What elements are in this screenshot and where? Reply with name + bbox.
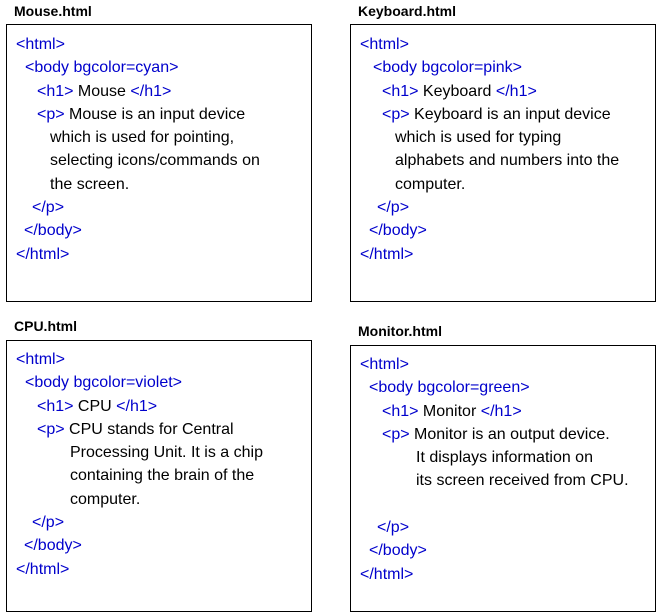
panel-title: Keyboard.html xyxy=(358,3,457,19)
code-line: <h1> Keyboard </h1> xyxy=(382,82,537,100)
panel-title: CPU.html xyxy=(14,318,77,334)
code-block xyxy=(16,348,263,581)
code-line: </p> xyxy=(32,514,65,532)
code-line: </html> xyxy=(360,245,414,263)
code-box xyxy=(6,340,312,612)
code-line: </body> xyxy=(369,222,427,240)
code-line: <html> xyxy=(16,36,65,53)
code-line: its screen received from CPU. xyxy=(416,472,629,490)
code-line: </p> xyxy=(32,199,65,217)
panel-title: Monitor.html xyxy=(358,323,442,339)
code-line: selecting icons/commands on xyxy=(50,152,260,170)
code-line: <p> Keyboard is an input device xyxy=(382,105,611,123)
code-line: <p> CPU stands for Central xyxy=(37,420,234,438)
code-line: </body> xyxy=(24,222,82,240)
code-line: <body bgcolor=green> xyxy=(369,379,530,397)
code-line: It displays information on xyxy=(416,449,593,467)
code-line: Processing Unit. It is a chip xyxy=(70,444,263,462)
code-block xyxy=(360,353,629,586)
code-box xyxy=(350,24,656,302)
code-block xyxy=(360,33,619,266)
code-line: <p> Mouse is an input device xyxy=(37,105,246,123)
code-line: which is used for typing xyxy=(395,129,562,147)
code-line: which is used for pointing, xyxy=(50,129,235,147)
code-line xyxy=(360,493,629,516)
code-line: </html> xyxy=(16,245,70,263)
code-line: <h1> Mouse </h1> xyxy=(37,82,172,100)
code-line: <h1> Monitor </h1> xyxy=(382,402,522,420)
code-line: </body> xyxy=(369,542,427,560)
code-box xyxy=(6,24,312,302)
code-block xyxy=(16,33,260,266)
code-line: <html> xyxy=(360,36,409,53)
code-line: <h1> CPU </h1> xyxy=(37,397,158,415)
code-line: <body bgcolor=violet> xyxy=(25,374,182,392)
code-line: </p> xyxy=(377,519,410,537)
panel-title: Mouse.html xyxy=(14,3,92,19)
code-line: containing the brain of the xyxy=(70,467,255,485)
code-line: computer. xyxy=(395,175,466,193)
code-line: </html> xyxy=(360,565,414,583)
code-line: alphabets and numbers into the xyxy=(395,152,620,170)
code-line: <p> Monitor is an output device. xyxy=(382,425,610,443)
code-box xyxy=(350,345,656,612)
code-line: </p> xyxy=(377,199,410,217)
code-line: </html> xyxy=(16,560,70,578)
code-line: <html> xyxy=(16,351,65,368)
code-line: <body bgcolor=cyan> xyxy=(25,59,179,77)
code-line: the screen. xyxy=(50,175,130,193)
code-line: </body> xyxy=(24,537,82,555)
code-line: <html> xyxy=(360,356,409,373)
code-line: computer. xyxy=(70,490,141,508)
code-line: <body bgcolor=pink> xyxy=(373,59,522,77)
